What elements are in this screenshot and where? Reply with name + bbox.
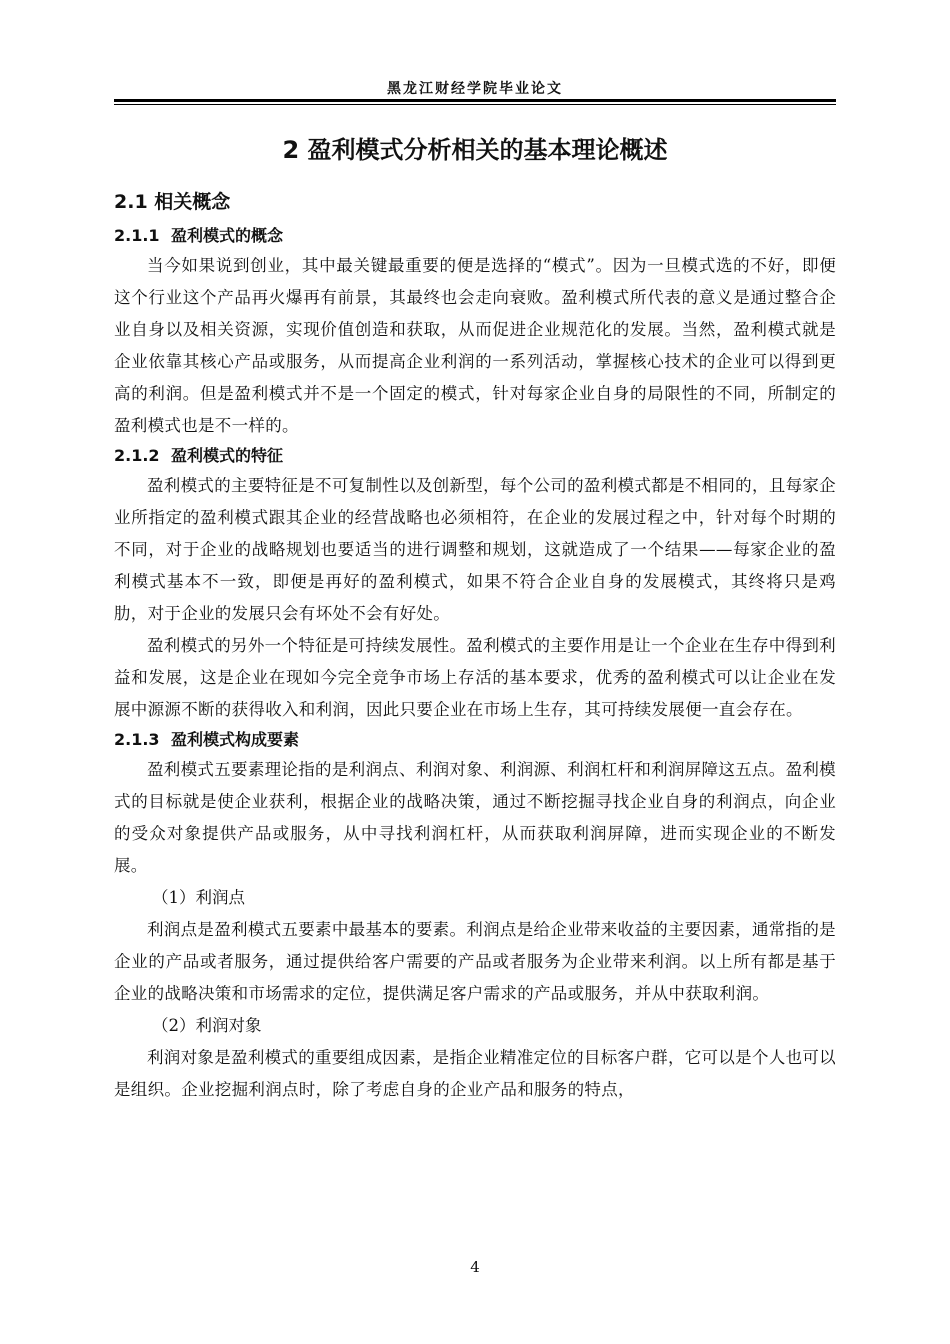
- paragraph: 当今如果说到创业，其中最关键最重要的便是选择的“模式”。因为一旦模式选的不好，即便这个行业这个产品再火爆再有前景，其最终也会走向衰败。盈利模式所代表的意义是通过整合企业自身以及相关资源，实现价值创造和获取，从而促进企业规范化的发展。当然，盈利模式就是企业依靠其核心产品或服务，从而提高企业利润的一系列活动，掌握核心技术的企业可以得到更高的利润。但是盈利模式并不是一个固定的模式，针对每家企业自身的局限性的不同，所制定的盈利模式也是不一样的。: [114, 256, 836, 435]
- subsection-title-2-1-2: [114, 442, 836, 470]
- subsection-title-2-1-1: [114, 222, 836, 250]
- paragraph: 盈利模式的另外一个特征是可持续发展性。盈利模式的主要作用是让一个企业在生存中得到利益和发展，这是企业在现如今完全竞争市场上存活的基本要求，优秀的盈利模式可以让企业在发展中源源不断的获得收入和利润，因此只要企业在市场上生存，其可持续发展便一直会存在。: [114, 636, 836, 719]
- chapter-title: 2 盈利模式分析相关的基本理论概述: [282, 136, 668, 164]
- subsection-label: 盈利模式的概念: [171, 226, 284, 245]
- list-item-heading: （1）利润点: [152, 888, 245, 907]
- subsection-label: 盈利模式的特征: [171, 446, 284, 465]
- paragraph: 盈利模式五要素理论指的是利润点、利润对象、利润源、利润杠杆和利润屏障这五点。盈利模式的目标就是使企业获利，根据企业的战略决策，通过不断挖掘寻找企业自身的利润点，向企业的受众对象提供产品或服务，从中寻找利润杠杆，从而获取利润屏障，进而实现企业的不断发展。: [114, 760, 836, 875]
- subsection-number: 2.1.1: [114, 226, 160, 245]
- page-number: 4: [470, 1258, 480, 1276]
- header-rule-thick: [114, 99, 836, 102]
- paragraph: 盈利模式的主要特征是不可复制性以及创新型，每个公司的盈利模式都是不相同的，且每家企业所指定的盈利模式跟其企业的经营战略也必须相符，在企业的发展过程之中，针对每个时期的不同，对于企业的战略规划也要适当的进行调整和规划，这就造成了一个结果——每家企业的盈利模式基本不一致，即便是再好的盈利模式，如果不符合企业自身的发展模式，其终将只是鸡肋，对于企业的发展只会有坏处不会有好处。: [114, 476, 836, 623]
- running-header: 黑龙江财经学院毕业论文: [387, 81, 563, 97]
- list-item-heading: （2）利润对象: [152, 1016, 262, 1035]
- section-title-2-1: 2.1 相关概念: [114, 191, 231, 213]
- subsection-label: 盈利模式构成要素: [171, 730, 300, 749]
- paragraph: 利润点是盈利模式五要素中最基本的要素。利润点是给企业带来收益的主要因素，通常指的是企业的产品或者服务，通过提供给客户需要的产品或者服务为企业带来利润。以上所有都是基于企业的战略决策和市场需求的定位，提供满足客户需求的产品或服务，并从中获取利润。: [114, 920, 836, 1003]
- header-rule-thin: [114, 104, 836, 105]
- paragraph: 利润对象是盈利模式的重要组成因素，是指企业精准定位的目标客户群，它可以是个人也可以是组织。企业挖掘利润点时，除了考虑自身的企业产品和服务的特点，: [114, 1048, 836, 1099]
- subsection-number: 2.1.3: [114, 730, 160, 749]
- subsection-title-2-1-3: [114, 726, 836, 754]
- subsection-number: 2.1.2: [114, 446, 160, 465]
- page-body: [114, 128, 836, 1106]
